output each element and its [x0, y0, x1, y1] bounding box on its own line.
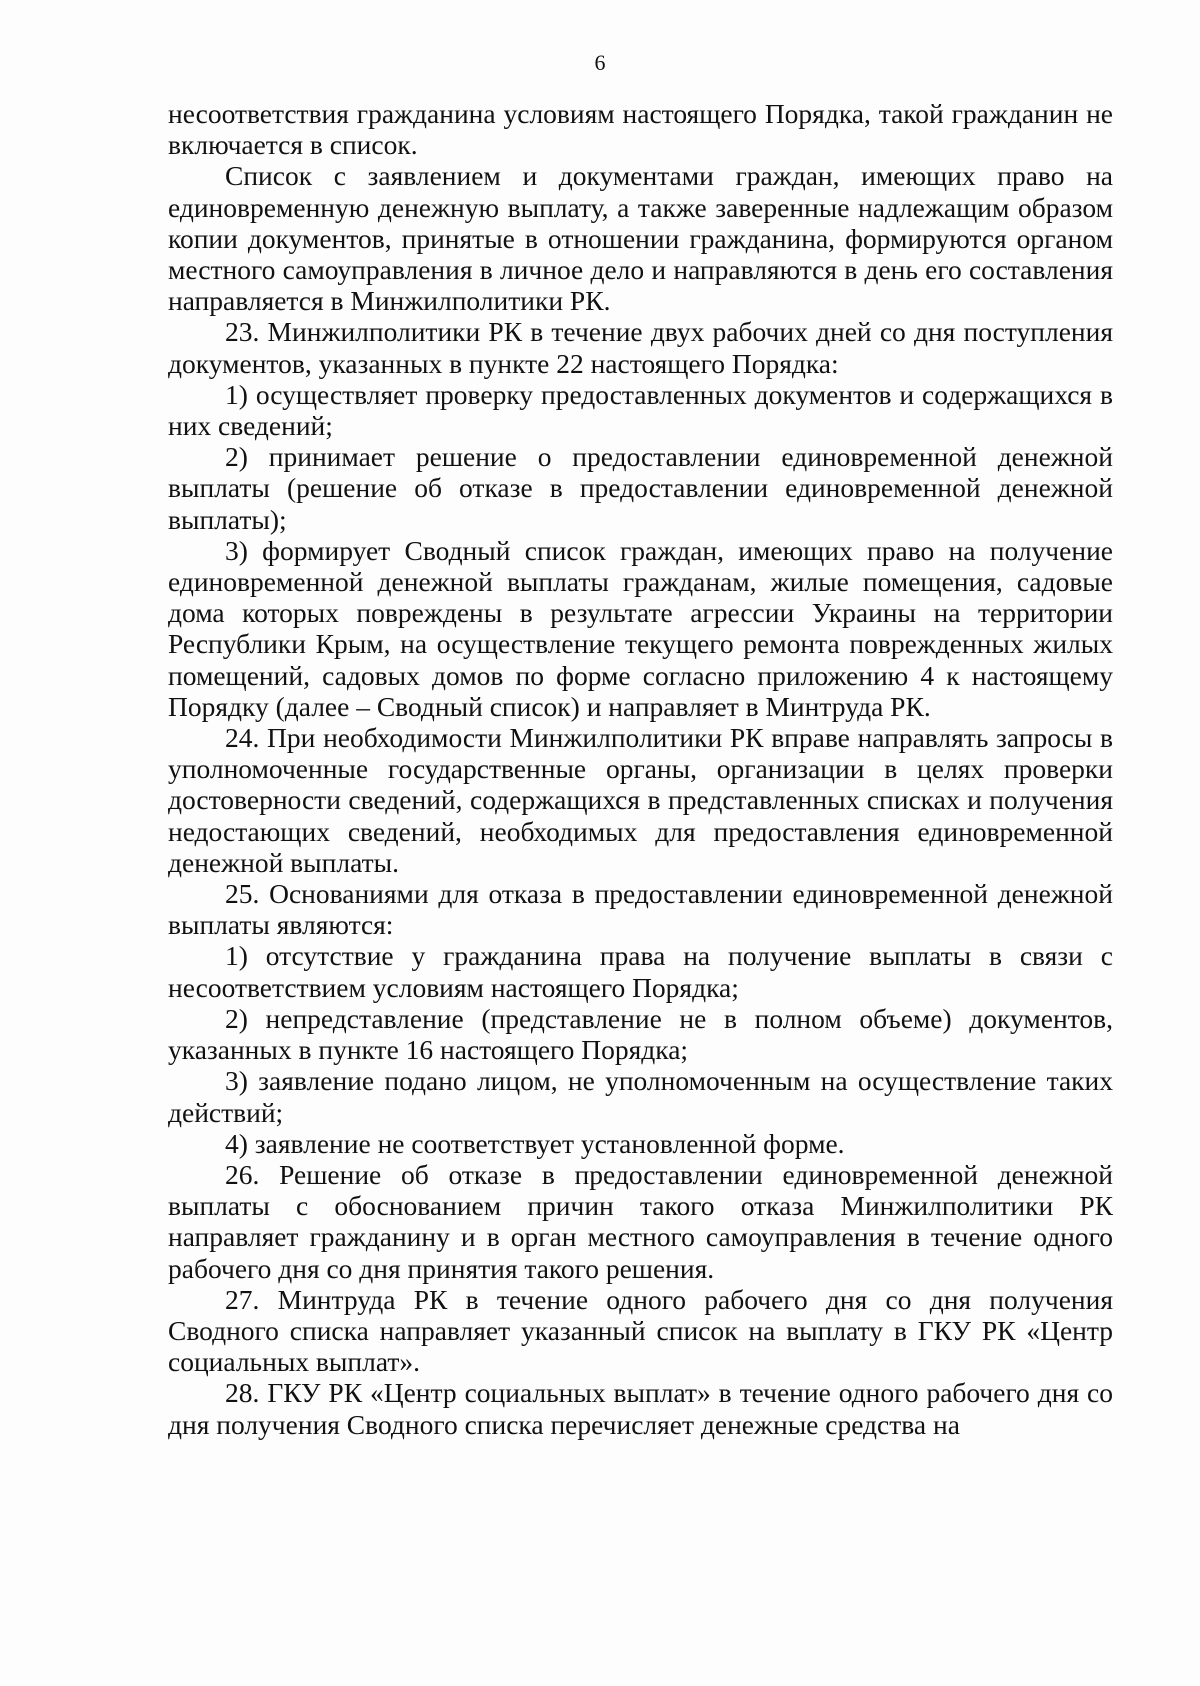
paragraph-item-23-1: 1) осуществляет проверку предоставленных документов и содержащихся в них сведений; [168, 378, 1113, 442]
paragraph-item-26: 26. Решение об отказе в предоставлении единовременной денежной выплаты с обоснованием причин такого отказа Минжилполитики РК направляет гражданину и в орган местного самоуправления в течение одного рабочего дня со дня принятия такого решения. [168, 1158, 1113, 1284]
paragraph-item-24: 24. При необходимости Минжилполитики РК вправе направлять запросы в уполномоченные государственные органы, организации в целях проверки достоверности сведений, содержащихся в представленных списках и получения недостающих сведений, необходимых для предоставления единовременной денежной выплаты. [168, 722, 1113, 878]
paragraph-item-27: 27. Минтруда РК в течение одного рабочего дня со дня получения Сводного списка направляет указанный список на выплату в ГКУ РК «Центр социальных выплат». [168, 1283, 1113, 1378]
paragraph-item-23-3: 3) формирует Сводный список граждан, имеющих право на получение единовременной денежной выплаты гражданам, жилые помещения, садовые дома которых повреждены в результате агрессии Украины на территории Республики Крым, на осуществление текущего ремонта поврежденных жилых помещений, садовых домов по форме согласно приложению 4 к настоящему Порядку (далее – Сводный список) и направляет в Минтруда РК. [168, 534, 1113, 722]
page-number: 6 [594, 50, 606, 75]
paragraph-item-25-2: 2) непредставление (представление не в полном объеме) документов, указанных в пункте 16 настоящего Порядка; [168, 1002, 1113, 1066]
paragraph-item-25-1: 1) отсутствие у гражданина права на получение выплаты в связи с несоответствием условиям настоящего Порядка; [168, 940, 1113, 1003]
paragraph-item-25: 25. Основаниями для отказа в предоставлении единовременной денежной выплаты являются: [168, 878, 1113, 941]
paragraph-item-23-2: 2) принимает решение о предоставлении единовременной денежной выплаты (решение об отказе в предоставлении единовременной денежной выплаты); [168, 441, 1113, 535]
paragraph-item-25-3: 3) заявление подано лицом, не уполномоченным на осуществление таких действий; [168, 1065, 1113, 1128]
paragraph-item-28: 28. ГКУ РК «Центр социальных выплат» в течение одного рабочего дня со дня получения Сводного списка перечисляет денежные средства на [168, 1377, 1113, 1440]
paragraph-list-formation: Список с заявлением и документами граждан, имеющих право на единовременную денежную выплату, а также заверенные надлежащим образом копии документов, принятые в отношении гражданина, формируются органом местного самоуправления в личное дело и направляются в день его составления направляется в Минжилполитики РК. [168, 160, 1113, 317]
document-body [168, 98, 1113, 1440]
paragraph-continuation: несоответствия гражданина условиям настоящего Порядка, такой гражданин не включается в список. [168, 98, 1113, 161]
paragraph-item-25-4: 4) заявление не соответствует установленной форме. [225, 1127, 845, 1159]
paragraph-item-23: 23. Минжилполитики РК в течение двух рабочих дней со дня поступления документов, указанных в пункте 22 настоящего Порядка: [168, 316, 1113, 379]
